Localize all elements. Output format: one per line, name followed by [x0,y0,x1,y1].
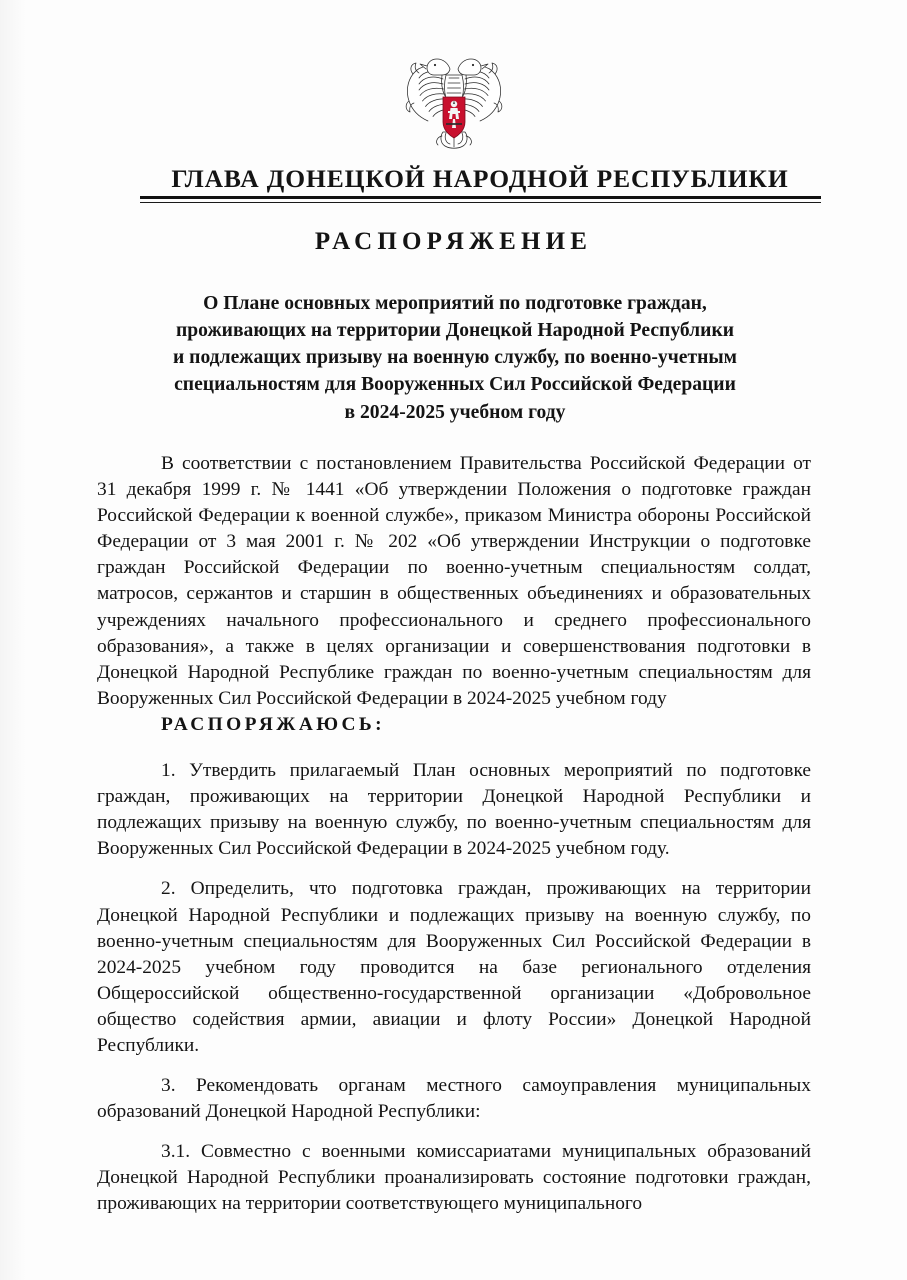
subject-line: О Плане основных мероприятий по подготовке граждан, [203,293,707,314]
subject-line: и подлежащих призыву на военную службу, по военно-учетным [172,347,738,369]
clause-1: 1. Утвердить прилагаемый План основных мероприятий по подготовке граждан, проживающих на территории Донецкой Народной Республики и подлежащих призыву на военную службу, по военно-учетным специальностям для Вооруженных Сил Российской Федерации в 2024-2025 учебном году. [97,760,811,860]
emblem-container [0,48,907,165]
order-heading: РАСПОРЯЖАЮСЬ: [161,713,385,735]
divider-rule-thin [140,202,821,204]
document-type-heading: РАСПОРЯЖЕНИЕ [314,228,593,255]
header-divider [140,196,821,203]
preamble-paragraph: В соответствии с постановлением Правительства Российской Федерации от 31 декабря 1999 г. № 1441 «Об утверждении Положения о подготовке граждан Российской Федерации к военной службе», приказом Министра обороны Российской Федерации от 3 мая 2001 г. № 202 «Об утверждении Инструкции о подготовке граждан Российской Федерации по военно-учетным специальностям солдат, матросов, сержантов и старшин в общественных объединениях и образовательных учреждениях начального профессионального и среднего профессионального образования», а также в целях организации и совершенствования подготовки в Донецкой Народной Республике граждан по военно-учетным специальностям для Вооруженных Сил Российской Федерации в 2024-2025 учебном году [97,453,811,709]
emblem-shield [443,97,465,138]
document-subject [150,290,760,426]
page-title: ГЛАВА ДОНЕЦКОЙ НАРОДНОЙ РЕСПУБЛИКИ [171,164,789,193]
double-headed-eagle-emblem [394,48,514,160]
clause-3: 3. Рекомендовать органам местного самоуправления муниципальных образований Донецкой Народной Республики: [97,1075,811,1123]
scan-edge-artifact [0,0,26,1280]
clause-2: 2. Определить, что подготовка граждан, проживающих на территории Донецкой Народной Республики и подлежащих призыву на военную службу, по военно-учетным специальностям для Вооруженных Сил Российской Федерации в 2024-2025 учебном году проводится на базе регионального отделения Общероссийской общественно-государственной организации «Добровольное общество содействия армии, авиации и флоту России» Донецкой Народной Республики. [97,878,811,1056]
clause-3-1: 3.1. Совместно с военными комиссариатами муниципальных образований Донецкой Народной Республики проанализировать состояние подготовки граждан, проживающих на территории соответствующего муниципального [97,1141,811,1215]
subject-line: специальностям для Вооруженных Сил Российской Федерации [174,374,736,396]
subject-line: проживающих на территории Донецкой Народной Республики [175,320,735,342]
document-body [97,451,811,1218]
subject-line: в 2024-2025 учебном году [344,401,566,423]
